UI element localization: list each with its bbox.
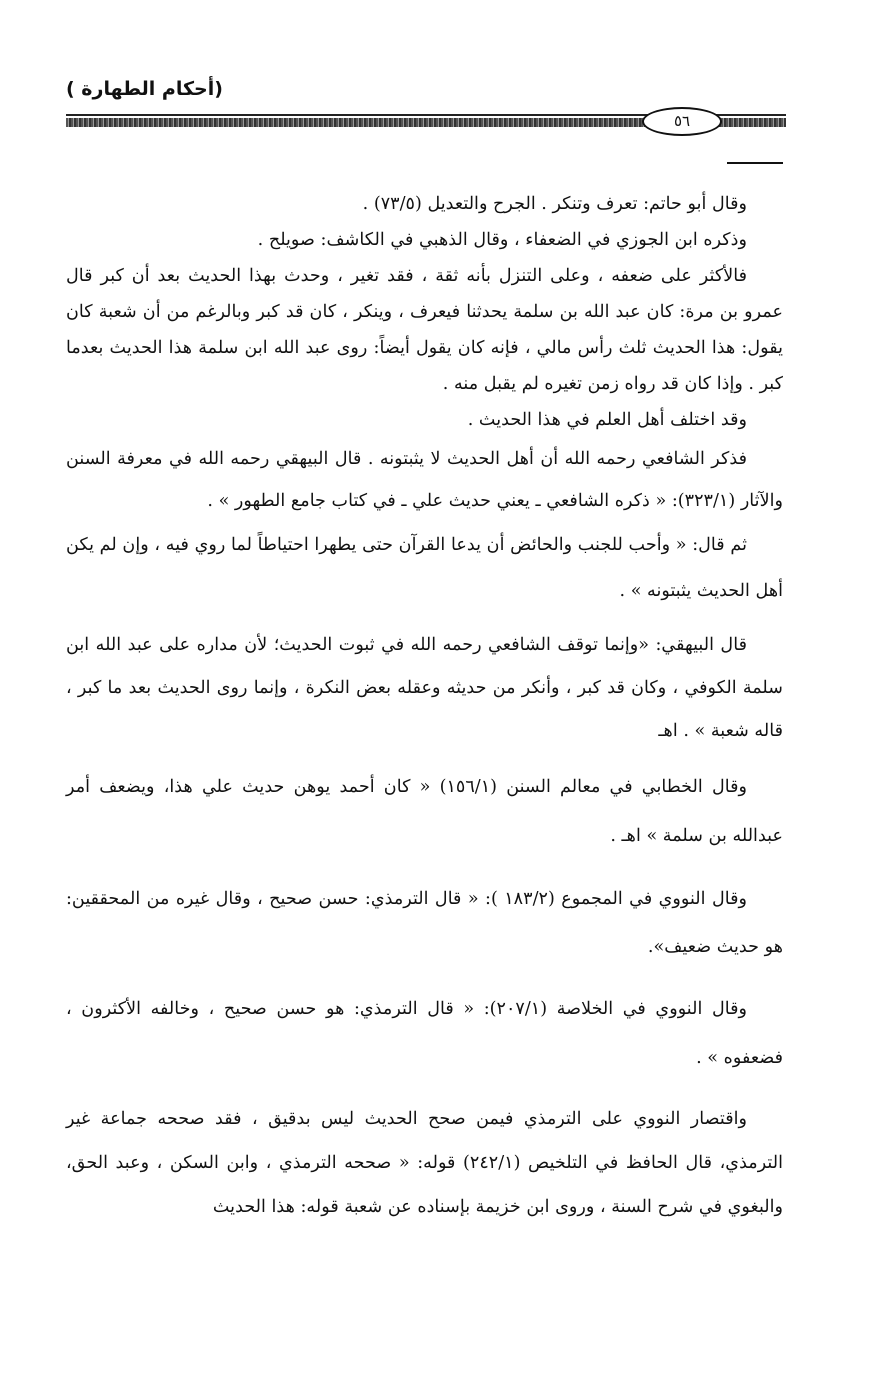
page-number: ٥٦ <box>642 107 722 136</box>
paragraph: وقال النووي في الخلاصة (٢٠٧/١): « قال الترمذي: هو حسن صحيح ، وخالفه الأكثرون ، فضعفوه » . <box>66 999 783 1068</box>
paragraph: وقال الخطابي في معالم السنن (١٥٦/١) « كان أحمد يوهن حديث علي هذا، ويضعف أمر عبدالله بن سلمة » اهـ . <box>66 777 783 846</box>
paragraph: واقتصار النووي على الترمذي فيمن صحح الحديث ليس بدقيق ، فقد صححه جماعة غير الترمذي، قال الحافظ في التلخيص (٢٤٢/١) قوله: « صححه الترمذي ، وابن السكن ، وعبد الحق، والبغوي في شرح السنة ، وروى ابن خزيمة بإسناده عن شعبة قوله: هذا الحديث <box>66 1109 783 1217</box>
running-header-title: (أحكام الطهارة ) <box>66 78 223 100</box>
short-divider <box>727 162 783 164</box>
paragraph: ثم قال: « وأحب للجنب والحائض أن يدعا القرآن حتى يطهرا احتياطاً لما روي فيه ، وإن لم يكن أهل الحديث يثبتونه » . <box>66 535 783 601</box>
main-text <box>66 186 783 1229</box>
paragraph: وذكره ابن الجوزي في الضعفاء ، وقال الذهبي في الكاشف: صويلح . <box>257 230 747 250</box>
paragraph: فالأكثر على ضعفه ، وعلى التنزل بأنه ثقة ، فقد تغير ، وحدث بهذا الحديث بعد أن كبر قال عمرو بن مرة: كان عبد الله بن سلمة يحدثنا فيعرف ، وينكر ، كان قد كبر وبالرغم من أن شعبة كان يقول: هذا الحديث ثلث رأس مالي ، فإنه كان يقول أيضاً: روى عبد الله ابن سلمة هذا الحديث بعدما كبر . وإذا كان قد رواه زمن تغيره لم يقبل منه . <box>66 266 783 394</box>
paragraph: فذكر الشافعي رحمه الله أن أهل الحديث لا يثبتونه . قال البيهقي رحمه الله في معرفة السنن والآثار (٣٢٣/١): « ذكره الشافعي ـ يعني حديث علي ـ في كتاب جامع الطهور » . <box>66 449 783 511</box>
paragraph: وقال أبو حاتم: تعرف وتنكر . الجرح والتعديل (٧٣/٥) . <box>362 194 747 214</box>
paragraph: وقال النووي في المجموع (١٨٣/٢ ): « قال الترمذي: حسن صحيح ، وقال غيره من المحققين: هو حديث ضعيف». <box>66 889 783 957</box>
paragraph: وقد اختلف أهل العلم في هذا الحديث . <box>467 410 747 430</box>
paragraph: قال البيهقي: «وإنما توقف الشافعي رحمه الله في ثبوت الحديث؛ لأن مداره على عبد الله ابن سلمة الكوفي ، وكان قد كبر ، وأنكر من حديثه وعقله بعض النكرة ، وإنما روى الحديث بعد ما كبر ، قاله شعبة » . اهـ <box>66 635 783 741</box>
